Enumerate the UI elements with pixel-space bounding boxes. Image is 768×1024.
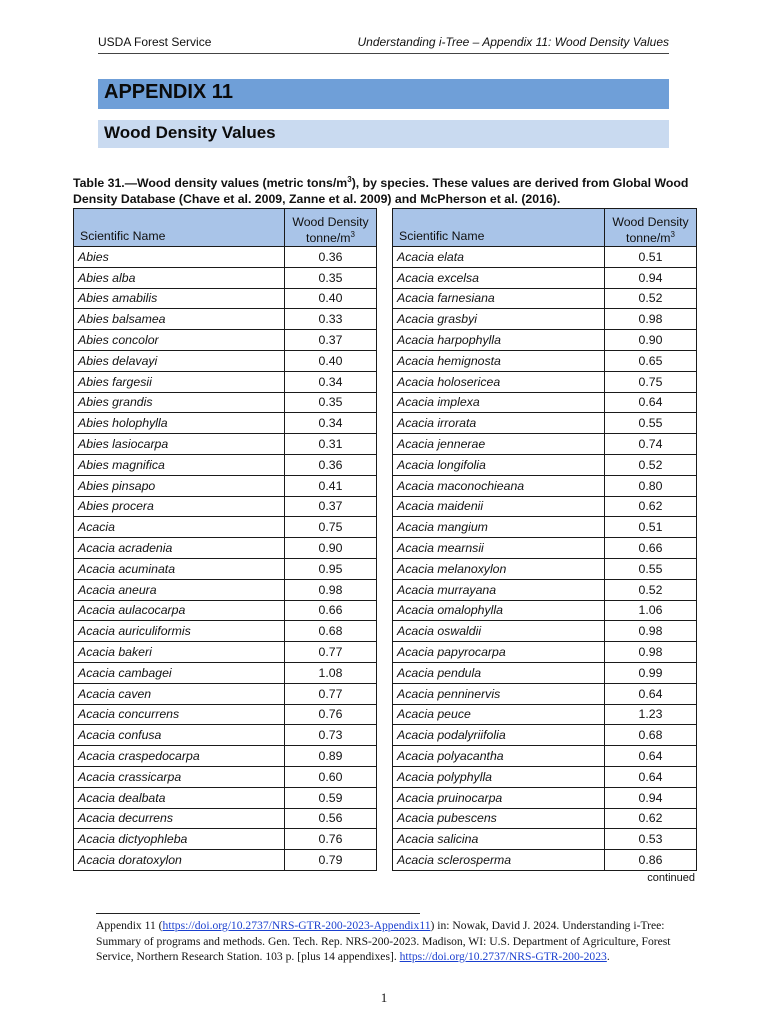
wood-density-cell: 0.36	[285, 454, 377, 475]
wood-density-cell: 0.41	[285, 475, 377, 496]
wood-density-cell: 0.59	[285, 787, 377, 808]
scientific-name-cell: Abies delavayi	[74, 350, 285, 371]
table-row	[393, 309, 697, 330]
wood-density-cell: 0.55	[605, 558, 697, 579]
table-row	[74, 309, 377, 330]
density-table-right	[392, 208, 697, 871]
scientific-name-cell: Acacia longifolia	[393, 454, 605, 475]
wood-density-cell: 0.94	[605, 267, 697, 288]
page-number: 1	[380, 990, 388, 1005]
footnote-prefix: Appendix 11 (	[96, 919, 163, 932]
scientific-name-cell: Abies amabilis	[74, 288, 285, 309]
right-table-body	[393, 247, 697, 871]
scientific-name-cell: Acacia confusa	[74, 725, 285, 746]
wood-density-cell: 0.98	[285, 579, 377, 600]
table-row	[74, 766, 377, 787]
footnote	[96, 918, 686, 965]
wood-density-cell: 0.98	[605, 621, 697, 642]
caption-part1: Table 31.—Wood density values (metric tons/m	[73, 176, 348, 190]
scientific-name-cell: Abies magnifica	[74, 454, 285, 475]
table-row	[393, 267, 697, 288]
table-row	[393, 787, 697, 808]
wood-density-cell: 0.80	[605, 475, 697, 496]
wood-density-cell: 0.64	[605, 766, 697, 787]
caption-superscript: 3	[347, 174, 352, 184]
table-row	[393, 496, 697, 517]
scientific-name-cell: Acacia pendula	[393, 662, 605, 683]
scientific-name-cell: Acacia excelsa	[393, 267, 605, 288]
appendix-title: APPENDIX 11	[104, 81, 233, 103]
wood-density-cell: 0.77	[285, 642, 377, 663]
scientific-name-cell: Acacia crassicarpa	[74, 766, 285, 787]
table-row	[393, 829, 697, 850]
scientific-name-cell: Acacia harpophylla	[393, 330, 605, 351]
scientific-name-cell: Abies	[74, 247, 285, 268]
wood-density-cell: 0.65	[605, 350, 697, 371]
wood-density-cell: 0.35	[285, 267, 377, 288]
wood-density-cell: 0.51	[605, 247, 697, 268]
wood-density-cell: 0.37	[285, 496, 377, 517]
scientific-name-cell: Acacia craspedocarpa	[74, 746, 285, 767]
header-density-unit: tonne/m	[626, 231, 671, 245]
wood-density-cell: 0.35	[285, 392, 377, 413]
scientific-name-cell: Acacia penninervis	[393, 683, 605, 704]
wood-density-cell: 0.40	[285, 350, 377, 371]
scientific-name-cell: Acacia concurrens	[74, 704, 285, 725]
footnote-suffix: .	[606, 950, 610, 963]
scientific-name-cell: Acacia aneura	[74, 579, 285, 600]
scientific-name-cell: Acacia podalyriifolia	[393, 725, 605, 746]
scientific-name-cell: Acacia holosericea	[393, 371, 605, 392]
wood-density-cell: 0.36	[285, 247, 377, 268]
table-row	[393, 288, 697, 309]
scientific-name-cell: Acacia acradenia	[74, 538, 285, 559]
scientific-name-cell: Acacia mearnsii	[393, 538, 605, 559]
scientific-name-cell: Acacia salicina	[393, 829, 605, 850]
wood-density-cell: 0.31	[285, 434, 377, 455]
wood-density-cell: 0.56	[285, 808, 377, 829]
footnote-citation: ) in: Nowak, David J. 2024. Understanding i-Tree: Summary of programs and methods. Gen. Tech. Rep. NRS-200-2023. Madison, WI: U.S. Department of Agriculture, Forest Service, Northern Research Station. 103 p. [plus 14 appendixes].	[96, 919, 671, 963]
scientific-name-cell: Acacia mangium	[393, 517, 605, 538]
table-row	[393, 621, 697, 642]
table-row	[74, 642, 377, 663]
table-row	[74, 558, 377, 579]
wood-density-cell: 0.64	[605, 392, 697, 413]
scientific-name-cell: Abies holophylla	[74, 413, 285, 434]
table-row	[393, 683, 697, 704]
running-header-right: Understanding i-Tree – Appendix 11: Wood Density Values	[357, 35, 669, 49]
scientific-name-cell: Acacia maidenii	[393, 496, 605, 517]
scientific-name-cell: Abies grandis	[74, 392, 285, 413]
wood-density-cell: 0.98	[605, 309, 697, 330]
wood-density-cell: 0.79	[285, 850, 377, 871]
scientific-name-cell: Acacia acuminata	[74, 558, 285, 579]
scientific-name-cell: Acacia papyrocarpa	[393, 642, 605, 663]
wood-density-cell: 0.53	[605, 829, 697, 850]
table-row	[74, 392, 377, 413]
table-row	[393, 538, 697, 559]
scientific-name-cell: Acacia doratoxylon	[74, 850, 285, 871]
table-row	[74, 538, 377, 559]
scientific-name-cell: Acacia dealbata	[74, 787, 285, 808]
table-row	[393, 642, 697, 663]
table-row	[74, 704, 377, 725]
table-row	[74, 371, 377, 392]
wood-density-cell: 0.74	[605, 434, 697, 455]
wood-density-cell: 0.90	[605, 330, 697, 351]
table-row	[393, 579, 697, 600]
wood-density-cell: 0.76	[285, 829, 377, 850]
wood-density-cell: 0.40	[285, 288, 377, 309]
wood-density-cell: 0.52	[605, 454, 697, 475]
wood-density-cell: 0.34	[285, 413, 377, 434]
wood-density-cell: 0.60	[285, 766, 377, 787]
table-row	[74, 746, 377, 767]
scientific-name-cell: Acacia pruinocarpa	[393, 787, 605, 808]
wood-density-cell: 0.77	[285, 683, 377, 704]
table-row	[74, 434, 377, 455]
scientific-name-cell: Acacia	[74, 517, 285, 538]
table-row	[74, 662, 377, 683]
table-row	[74, 850, 377, 871]
scientific-name-cell: Abies lasiocarpa	[74, 434, 285, 455]
table-row	[393, 392, 697, 413]
table-row	[74, 725, 377, 746]
scientific-name-cell: Acacia maconochieana	[393, 475, 605, 496]
table-row	[393, 517, 697, 538]
continued-note: continued	[647, 872, 695, 884]
wood-density-cell: 0.66	[605, 538, 697, 559]
running-header	[98, 33, 669, 54]
table-row	[393, 725, 697, 746]
table-row	[393, 475, 697, 496]
header-wood-density	[605, 209, 697, 247]
section-title-bar	[98, 120, 669, 148]
wood-density-cell: 0.52	[605, 579, 697, 600]
wood-density-cell: 0.33	[285, 309, 377, 330]
header-density-sup: 3	[350, 229, 355, 239]
table-row	[74, 330, 377, 351]
appendix-doi-link[interactable]: https://doi.org/10.2737/NRS-GTR-200-2023-Appendix11	[162, 919, 431, 932]
wood-density-cell: 0.64	[605, 683, 697, 704]
scientific-name-cell: Acacia caven	[74, 683, 285, 704]
scientific-name-cell: Acacia decurrens	[74, 808, 285, 829]
scientific-name-cell: Acacia grasbyi	[393, 309, 605, 330]
wood-density-cell: 0.98	[605, 642, 697, 663]
header-scientific-name: Scientific Name	[74, 209, 285, 247]
scientific-name-cell: Abies fargesii	[74, 371, 285, 392]
scientific-name-cell: Acacia polyphylla	[393, 766, 605, 787]
scientific-name-cell: Abies alba	[74, 267, 285, 288]
scientific-name-cell: Acacia elata	[393, 247, 605, 268]
table-row	[393, 850, 697, 871]
wood-density-cell: 0.51	[605, 517, 697, 538]
scientific-name-cell: Abies balsamea	[74, 309, 285, 330]
table-caption	[73, 175, 713, 207]
scientific-name-cell: Acacia bakeri	[74, 642, 285, 663]
table-row	[74, 829, 377, 850]
table-row	[74, 808, 377, 829]
scientific-name-cell: Acacia pubescens	[393, 808, 605, 829]
wood-density-cell: 0.99	[605, 662, 697, 683]
table-row	[74, 454, 377, 475]
header-density-sup: 3	[670, 229, 675, 239]
wood-density-cell: 0.76	[285, 704, 377, 725]
header-scientific-name: Scientific Name	[393, 209, 605, 247]
appendix-title-bar	[98, 79, 669, 109]
wood-density-cell: 0.73	[285, 725, 377, 746]
table-header-row	[393, 209, 697, 247]
left-table-body	[74, 247, 377, 871]
scientific-name-cell: Acacia omalophylla	[393, 600, 605, 621]
wood-density-cell: 0.75	[285, 517, 377, 538]
wood-density-cell: 0.90	[285, 538, 377, 559]
scientific-name-cell: Acacia implexa	[393, 392, 605, 413]
table-row	[74, 600, 377, 621]
wood-density-cell: 0.62	[605, 496, 697, 517]
table-row	[393, 413, 697, 434]
density-table-left	[73, 208, 377, 871]
scientific-name-cell: Acacia dictyophleba	[74, 829, 285, 850]
scientific-name-cell: Abies procera	[74, 496, 285, 517]
scientific-name-cell: Acacia irrorata	[393, 413, 605, 434]
table-row	[393, 434, 697, 455]
table-row	[74, 267, 377, 288]
wood-density-cell: 0.52	[605, 288, 697, 309]
scientific-name-cell: Acacia auriculiformis	[74, 621, 285, 642]
section-title: Wood Density Values	[104, 123, 276, 142]
table-row	[393, 600, 697, 621]
wood-density-cell: 1.08	[285, 662, 377, 683]
header-density-label: Wood Density	[292, 215, 369, 229]
table-row	[393, 247, 697, 268]
scientific-name-cell: Acacia jennerae	[393, 434, 605, 455]
table-header-row	[74, 209, 377, 247]
header-density-unit: tonne/m	[306, 231, 351, 245]
footnote-rule	[96, 913, 420, 914]
table-row	[74, 579, 377, 600]
table-row	[393, 704, 697, 725]
wood-density-cell: 0.34	[285, 371, 377, 392]
wood-density-cell: 0.75	[605, 371, 697, 392]
table-row	[74, 475, 377, 496]
wood-density-cell: 0.86	[605, 850, 697, 871]
table-row	[393, 662, 697, 683]
table-row	[393, 558, 697, 579]
table-row	[393, 371, 697, 392]
wood-density-cell: 0.68	[285, 621, 377, 642]
wood-density-cell: 0.55	[605, 413, 697, 434]
table-row	[74, 787, 377, 808]
scientific-name-cell: Acacia farnesiana	[393, 288, 605, 309]
report-doi-link[interactable]: https://doi.org/10.2737/NRS-GTR-200-2023	[399, 950, 607, 963]
caption-part2: ), by species. These values are derived from Global Wood Density Database (Chave et al. 2009, Zanne et al. 2009) and McPherson et al. (2016).	[73, 176, 689, 206]
scientific-name-cell: Acacia sclerosperma	[393, 850, 605, 871]
wood-density-cell: 0.94	[605, 787, 697, 808]
table-row	[393, 330, 697, 351]
table-row	[74, 517, 377, 538]
scientific-name-cell: Abies concolor	[74, 330, 285, 351]
wood-density-cell: 0.64	[605, 746, 697, 767]
table-row	[393, 808, 697, 829]
scientific-name-cell: Acacia aulacocarpa	[74, 600, 285, 621]
table-row	[74, 621, 377, 642]
wood-density-cell: 0.95	[285, 558, 377, 579]
table-row	[74, 350, 377, 371]
scientific-name-cell: Acacia cambagei	[74, 662, 285, 683]
table-row	[393, 766, 697, 787]
header-density-label: Wood Density	[612, 215, 689, 229]
scientific-name-cell: Acacia peuce	[393, 704, 605, 725]
wood-density-cell: 1.23	[605, 704, 697, 725]
wood-density-cell: 0.66	[285, 600, 377, 621]
wood-density-cell: 1.06	[605, 600, 697, 621]
table-row	[74, 496, 377, 517]
table-row	[393, 746, 697, 767]
wood-density-cell: 0.68	[605, 725, 697, 746]
header-wood-density	[285, 209, 377, 247]
wood-density-cell: 0.89	[285, 746, 377, 767]
scientific-name-cell: Acacia oswaldii	[393, 621, 605, 642]
scientific-name-cell: Acacia melanoxylon	[393, 558, 605, 579]
wood-density-cell: 0.37	[285, 330, 377, 351]
running-header-left: USDA Forest Service	[98, 35, 212, 49]
scientific-name-cell: Acacia polyacantha	[393, 746, 605, 767]
table-row	[74, 683, 377, 704]
wood-density-cell: 0.62	[605, 808, 697, 829]
table-row	[393, 350, 697, 371]
table-row	[393, 454, 697, 475]
scientific-name-cell: Acacia murrayana	[393, 579, 605, 600]
scientific-name-cell: Acacia hemignosta	[393, 350, 605, 371]
table-row	[74, 413, 377, 434]
table-row	[74, 288, 377, 309]
table-row	[74, 247, 377, 268]
scientific-name-cell: Abies pinsapo	[74, 475, 285, 496]
